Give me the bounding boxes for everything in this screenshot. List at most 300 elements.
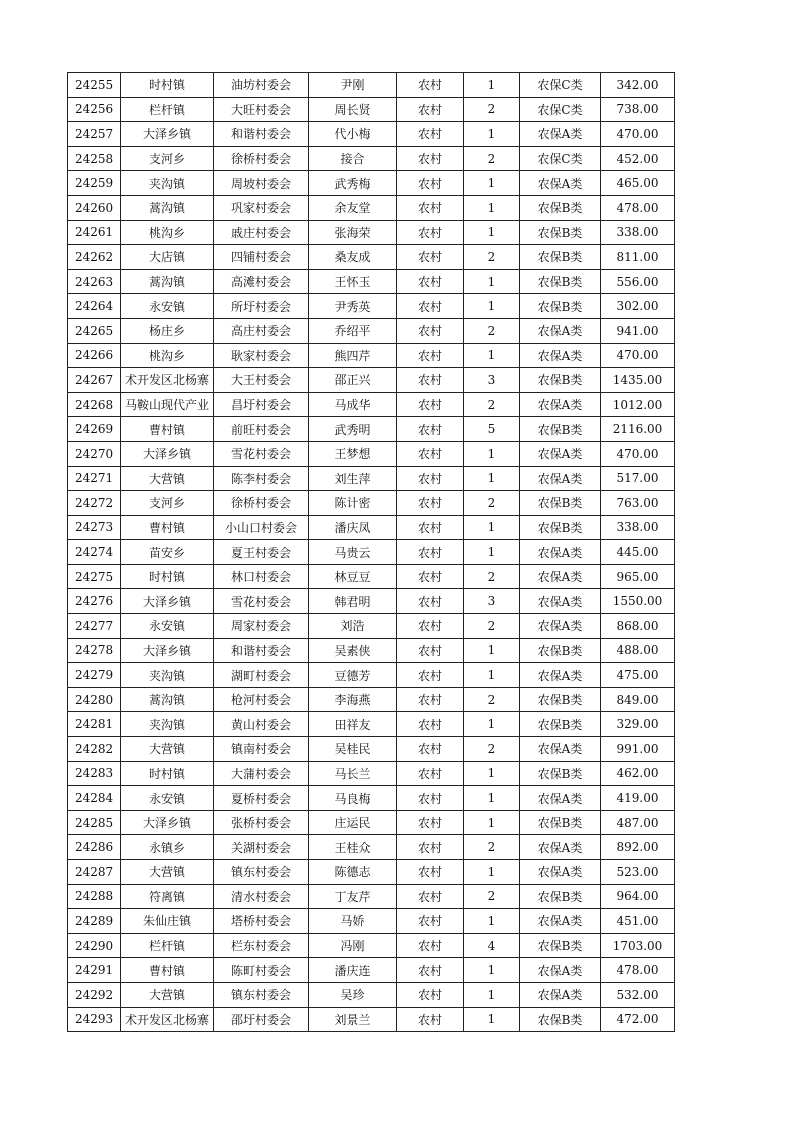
village-committee-cell [214, 761, 309, 786]
record-id-text: 24265 [75, 323, 114, 338]
record-id-text: 24286 [75, 840, 114, 855]
town-text: 时村镇 [148, 570, 185, 585]
household-type-text: 农村 [417, 176, 442, 191]
town-text: 永安镇 [148, 299, 185, 314]
name-cell [309, 860, 397, 885]
member-count-text: 2 [487, 495, 496, 510]
name-cell [309, 835, 397, 860]
household-type-text: 农村 [417, 619, 442, 634]
household-type-cell [397, 687, 464, 712]
member-count-cell [464, 687, 520, 712]
member-count-text: 2 [487, 840, 496, 855]
member-count-cell [464, 441, 520, 466]
town-cell [121, 933, 214, 958]
village-committee-cell [214, 1007, 309, 1032]
amount-text: 470.00 [616, 348, 659, 363]
name-text: 马成华 [334, 398, 371, 413]
name-cell [309, 638, 397, 663]
town-cell [121, 220, 214, 245]
record-id-cell [68, 1007, 121, 1032]
town-text: 桃沟乡 [148, 348, 185, 363]
household-type-text: 农村 [417, 693, 442, 708]
town-text: 曹村镇 [148, 422, 185, 437]
record-id-text: 24272 [75, 495, 114, 510]
insurance-category-text: 农保A类 [537, 127, 583, 142]
name-cell [309, 761, 397, 786]
amount-text: 965.00 [616, 569, 659, 584]
member-count-text: 2 [487, 569, 496, 584]
insurance-category-cell [520, 294, 601, 319]
member-count-text: 1 [487, 446, 496, 461]
village-committee-cell [214, 687, 309, 712]
record-id-cell [68, 368, 121, 393]
village-committee-text: 大王村委会 [230, 373, 291, 388]
insurance-category-cell [520, 614, 601, 639]
insurance-category-text: 农保A类 [537, 447, 583, 462]
household-type-cell [397, 638, 464, 663]
amount-text: 1012.00 [612, 397, 663, 412]
name-cell [309, 737, 397, 762]
town-cell [121, 269, 214, 294]
name-cell [309, 810, 397, 835]
table-row [68, 146, 675, 171]
insurance-category-text: 农保A类 [537, 742, 583, 757]
insurance-category-cell [520, 220, 601, 245]
insurance-category-cell [520, 318, 601, 343]
name-cell [309, 146, 397, 171]
member-count-cell [464, 835, 520, 860]
record-id-cell [68, 737, 121, 762]
member-count-text: 1 [487, 299, 496, 314]
amount-text: 302.00 [616, 299, 659, 314]
household-type-cell [397, 761, 464, 786]
amount-text: 338.00 [616, 225, 659, 240]
household-type-text: 农村 [417, 766, 442, 781]
record-id-cell [68, 97, 121, 122]
insurance-category-text: 农保C类 [537, 152, 583, 167]
name-text: 余友堂 [334, 201, 371, 216]
village-committee-cell [214, 909, 309, 934]
name-text: 豆德芳 [334, 668, 371, 683]
insurance-category-cell [520, 343, 601, 368]
record-id-cell [68, 515, 121, 540]
amount-cell [601, 146, 675, 171]
insurance-category-text: 农保B类 [537, 299, 583, 314]
member-count-cell [464, 540, 520, 565]
amount-text: 478.00 [616, 200, 659, 215]
household-type-cell [397, 540, 464, 565]
town-text: 杨庄乡 [148, 324, 185, 339]
record-id-cell [68, 417, 121, 442]
name-text: 林豆豆 [334, 570, 371, 585]
town-cell [121, 73, 214, 98]
town-cell [121, 245, 214, 270]
table-row [68, 614, 675, 639]
village-committee-text: 黄山村委会 [230, 717, 291, 732]
insurance-category-text: 农保A类 [537, 988, 583, 1003]
insurance-category-cell [520, 122, 601, 147]
insurance-category-text: 农保B类 [537, 373, 583, 388]
insurance-category-cell [520, 860, 601, 885]
village-committee-text: 徐桥村委会 [230, 496, 291, 511]
amount-cell [601, 761, 675, 786]
amount-cell [601, 540, 675, 565]
village-committee-cell [214, 146, 309, 171]
town-text: 符离镇 [148, 889, 185, 904]
town-cell [121, 195, 214, 220]
town-text: 栏杆镇 [148, 102, 185, 117]
household-type-cell [397, 269, 464, 294]
amount-text: 849.00 [616, 692, 659, 707]
village-committee-cell [214, 884, 309, 909]
name-cell [309, 1007, 397, 1032]
town-cell [121, 638, 214, 663]
household-type-text: 农村 [417, 791, 442, 806]
amount-text: 488.00 [616, 643, 659, 658]
amount-cell [601, 417, 675, 442]
name-cell [309, 909, 397, 934]
household-type-text: 农村 [417, 643, 442, 658]
table-row [68, 417, 675, 442]
name-cell [309, 343, 397, 368]
member-count-text: 1 [487, 77, 496, 92]
amount-text: 445.00 [616, 545, 659, 560]
town-cell [121, 122, 214, 147]
village-committee-text: 大旺村委会 [230, 102, 291, 117]
record-id-text: 24266 [75, 348, 114, 363]
name-text: 马良梅 [334, 791, 371, 806]
amount-text: 517.00 [616, 471, 659, 486]
amount-text: 338.00 [616, 520, 659, 535]
member-count-text: 1 [487, 471, 496, 486]
member-count-text: 1 [487, 815, 496, 830]
amount-text: 419.00 [616, 791, 659, 806]
record-id-text: 24276 [75, 594, 114, 609]
household-type-text: 农村 [417, 299, 442, 314]
member-count-cell [464, 245, 520, 270]
town-cell [121, 466, 214, 491]
table-row [68, 97, 675, 122]
table-row [68, 761, 675, 786]
record-id-text: 24290 [75, 938, 114, 953]
amount-cell [601, 245, 675, 270]
name-text: 熊四芹 [334, 348, 371, 363]
name-text: 庄运民 [334, 816, 371, 831]
name-text: 陈德志 [334, 865, 371, 880]
member-count-cell [464, 589, 520, 614]
village-committee-cell [214, 737, 309, 762]
name-cell [309, 786, 397, 811]
name-cell [309, 368, 397, 393]
village-committee-text: 高滩村委会 [230, 275, 291, 290]
name-text: 田祥友 [334, 717, 371, 732]
town-text: 术开发区北杨寨 [124, 1012, 209, 1027]
record-id-text: 24288 [75, 889, 114, 904]
name-cell [309, 417, 397, 442]
record-id-text: 24271 [75, 471, 114, 486]
member-count-text: 2 [487, 151, 496, 166]
amount-text: 487.00 [616, 815, 659, 830]
household-type-cell [397, 195, 464, 220]
amount-text: 532.00 [616, 987, 659, 1002]
amount-cell [601, 835, 675, 860]
name-text: 王桂众 [334, 840, 371, 855]
name-cell [309, 245, 397, 270]
village-committee-cell [214, 564, 309, 589]
insurance-category-cell [520, 810, 601, 835]
household-type-cell [397, 712, 464, 737]
member-count-cell [464, 146, 520, 171]
name-cell [309, 294, 397, 319]
village-committee-text: 耿家村委会 [230, 348, 291, 363]
name-cell [309, 392, 397, 417]
insurance-category-text: 农保B类 [537, 250, 583, 265]
member-count-text: 1 [487, 348, 496, 363]
member-count-text: 1 [487, 545, 496, 560]
table-row [68, 515, 675, 540]
town-cell [121, 786, 214, 811]
name-text: 王梦想 [334, 447, 371, 462]
insurance-category-cell [520, 97, 601, 122]
town-cell [121, 860, 214, 885]
village-committee-text: 雪花村委会 [230, 447, 291, 462]
name-cell [309, 466, 397, 491]
member-count-cell [464, 171, 520, 196]
record-id-cell [68, 392, 121, 417]
name-text: 马娇 [340, 914, 365, 929]
table-row [68, 737, 675, 762]
amount-cell [601, 564, 675, 589]
household-type-cell [397, 368, 464, 393]
insurance-category-cell [520, 171, 601, 196]
amount-cell [601, 73, 675, 98]
member-count-text: 2 [487, 249, 496, 264]
village-committee-text: 湖町村委会 [230, 668, 291, 683]
name-cell [309, 318, 397, 343]
insurance-category-cell [520, 368, 601, 393]
record-id-cell [68, 195, 121, 220]
record-id-text: 24274 [75, 545, 114, 560]
record-id-text: 24263 [75, 274, 114, 289]
town-text: 马鞍山现代产业 [124, 398, 209, 413]
record-id-cell [68, 171, 121, 196]
village-committee-cell [214, 195, 309, 220]
insurance-category-text: 农保C类 [537, 102, 583, 117]
village-committee-cell [214, 343, 309, 368]
member-count-cell [464, 663, 520, 688]
record-id-text: 24268 [75, 397, 114, 412]
name-text: 冯刚 [340, 939, 365, 954]
insurance-category-cell [520, 564, 601, 589]
name-text: 吴珍 [340, 988, 365, 1003]
insurance-category-text: 农保B类 [537, 275, 583, 290]
name-cell [309, 589, 397, 614]
record-id-cell [68, 614, 121, 639]
town-cell [121, 294, 214, 319]
insurance-category-cell [520, 73, 601, 98]
household-type-cell [397, 1007, 464, 1032]
table-body [68, 73, 675, 1032]
record-id-cell [68, 343, 121, 368]
town-text: 朱仙庄镇 [142, 914, 191, 929]
name-text: 刘浩 [340, 619, 365, 634]
insurance-category-cell [520, 417, 601, 442]
name-text: 尹秀英 [334, 299, 371, 314]
record-id-cell [68, 786, 121, 811]
name-cell [309, 220, 397, 245]
town-cell [121, 97, 214, 122]
town-text: 术开发区北杨寨 [124, 373, 209, 388]
insurance-category-cell [520, 761, 601, 786]
village-committee-text: 关湖村委会 [230, 840, 291, 855]
record-id-text: 24275 [75, 569, 114, 584]
member-count-text: 1 [487, 766, 496, 781]
amount-cell [601, 515, 675, 540]
name-text: 陈计密 [334, 496, 371, 511]
record-id-text: 24280 [75, 692, 114, 707]
table-row [68, 712, 675, 737]
household-type-text: 农村 [417, 914, 442, 929]
table-row [68, 564, 675, 589]
record-id-cell [68, 687, 121, 712]
name-cell [309, 195, 397, 220]
member-count-text: 2 [487, 397, 496, 412]
insurance-category-text: 农保B类 [537, 520, 583, 535]
amount-cell [601, 810, 675, 835]
town-cell [121, 1007, 214, 1032]
amount-cell [601, 712, 675, 737]
village-committee-text: 枪河村委会 [230, 693, 291, 708]
village-committee-text: 周家村委会 [230, 619, 291, 634]
town-text: 大泽乡镇 [142, 447, 191, 462]
name-text: 邵正兴 [334, 373, 371, 388]
town-cell [121, 687, 214, 712]
insurance-category-text: 农保A类 [537, 570, 583, 585]
town-cell [121, 564, 214, 589]
member-count-cell [464, 343, 520, 368]
record-id-text: 24257 [75, 126, 114, 141]
insurance-category-cell [520, 712, 601, 737]
town-cell [121, 835, 214, 860]
insurance-category-cell [520, 786, 601, 811]
member-count-cell [464, 466, 520, 491]
household-type-cell [397, 982, 464, 1007]
insurance-category-cell [520, 835, 601, 860]
village-committee-text: 高庄村委会 [230, 324, 291, 339]
name-cell [309, 441, 397, 466]
amount-text: 556.00 [616, 274, 659, 289]
member-count-cell [464, 318, 520, 343]
household-type-text: 农村 [417, 742, 442, 757]
amount-cell [601, 860, 675, 885]
village-committee-cell [214, 417, 309, 442]
name-text: 尹刚 [340, 78, 365, 93]
record-id-cell [68, 220, 121, 245]
household-type-text: 农村 [417, 348, 442, 363]
record-id-cell [68, 958, 121, 983]
town-cell [121, 884, 214, 909]
record-id-cell [68, 122, 121, 147]
member-count-cell [464, 638, 520, 663]
town-cell [121, 712, 214, 737]
member-count-text: 2 [487, 692, 496, 707]
member-count-text: 1 [487, 913, 496, 928]
insurance-category-cell [520, 466, 601, 491]
member-count-cell [464, 491, 520, 516]
village-committee-text: 陈町村委会 [230, 963, 291, 978]
town-text: 大泽乡镇 [142, 643, 191, 658]
household-type-cell [397, 909, 464, 934]
town-cell [121, 909, 214, 934]
insurance-category-text: 农保A类 [537, 865, 583, 880]
town-text: 大营镇 [148, 471, 185, 486]
name-cell [309, 564, 397, 589]
record-id-cell [68, 860, 121, 885]
town-cell [121, 761, 214, 786]
name-cell [309, 269, 397, 294]
table-row [68, 466, 675, 491]
member-count-cell [464, 269, 520, 294]
insurance-category-text: 农保A类 [537, 594, 583, 609]
village-committee-text: 前旺村委会 [230, 422, 291, 437]
insurance-category-text: 农保A类 [537, 840, 583, 855]
amount-cell [601, 589, 675, 614]
amount-cell [601, 392, 675, 417]
town-cell [121, 737, 214, 762]
table-row [68, 392, 675, 417]
amount-cell [601, 909, 675, 934]
household-type-cell [397, 958, 464, 983]
amount-text: 452.00 [616, 151, 659, 166]
town-cell [121, 417, 214, 442]
member-count-text: 2 [487, 618, 496, 633]
member-count-text: 5 [487, 422, 496, 437]
household-type-cell [397, 343, 464, 368]
name-text: 韩君明 [334, 594, 371, 609]
village-committee-cell [214, 614, 309, 639]
member-count-text: 1 [487, 1012, 496, 1027]
household-type-text: 农村 [417, 496, 442, 511]
amount-cell [601, 441, 675, 466]
insurance-category-text: 农保A类 [537, 791, 583, 806]
name-cell [309, 171, 397, 196]
name-cell [309, 540, 397, 565]
name-cell [309, 958, 397, 983]
amount-cell [601, 294, 675, 319]
village-committee-text: 所圩村委会 [230, 299, 291, 314]
insurance-table [67, 72, 675, 1032]
record-id-text: 24281 [75, 717, 114, 732]
town-cell [121, 810, 214, 835]
village-committee-cell [214, 933, 309, 958]
village-committee-cell [214, 638, 309, 663]
village-committee-cell [214, 589, 309, 614]
amount-text: 763.00 [616, 495, 659, 510]
town-text: 苗安乡 [148, 545, 185, 560]
town-text: 大营镇 [148, 865, 185, 880]
record-id-text: 24273 [75, 520, 114, 535]
insurance-category-text: 农保A类 [537, 176, 583, 191]
member-count-cell [464, 392, 520, 417]
insurance-category-cell [520, 982, 601, 1007]
town-cell [121, 515, 214, 540]
table-row [68, 958, 675, 983]
household-type-cell [397, 122, 464, 147]
amount-text: 329.00 [616, 717, 659, 732]
table-row [68, 318, 675, 343]
amount-text: 523.00 [616, 864, 659, 879]
record-id-cell [68, 441, 121, 466]
